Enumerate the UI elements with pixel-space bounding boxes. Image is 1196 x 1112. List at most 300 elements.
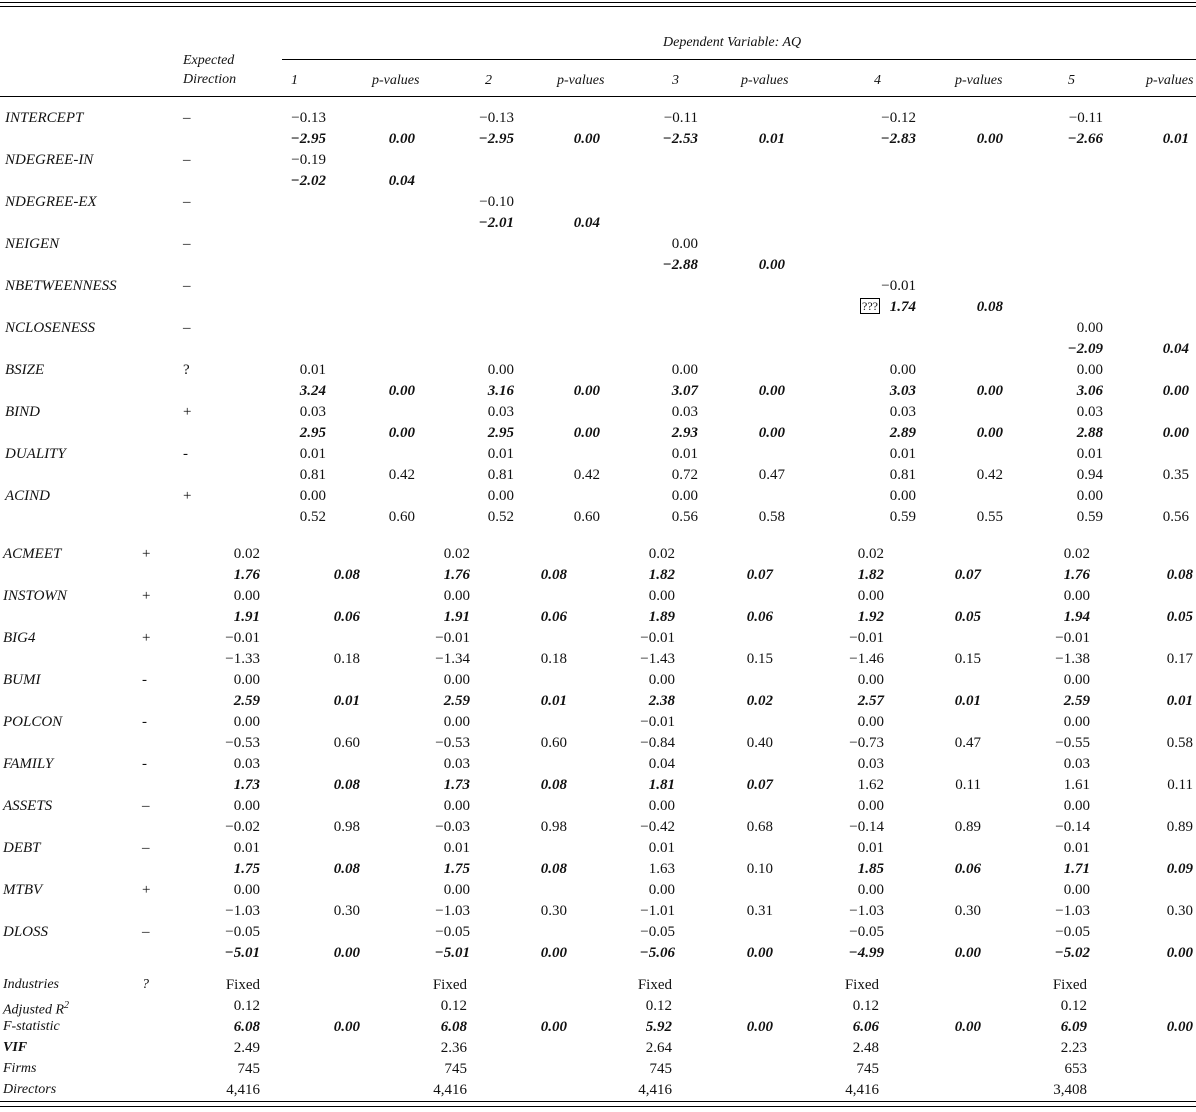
footer-5-value-m1: 4,416 [226, 1082, 260, 1098]
pvalue-duality-m1: 0.42 [388, 467, 415, 483]
expected-direction-bind: + [183, 404, 192, 420]
tstat-assets-m5: −0.14 [1055, 819, 1090, 835]
tstat-family-m4: 1.62 [857, 777, 884, 793]
coef-neigen-m3: 0.00 [671, 236, 698, 252]
expected-header-2: Direction [183, 72, 237, 87]
tstat-bumi-m1: 2.59 [233, 693, 260, 709]
tstat-debt-m5: 1.71 [1063, 861, 1090, 877]
row-label-instown: INSTOWN [3, 588, 67, 604]
model-2-header: 2 [485, 73, 492, 88]
pvalue-big4-m2: 0.18 [540, 651, 567, 667]
tstat-instown-m2: 1.91 [443, 609, 470, 625]
pvalue-intercept-m1: 0.00 [388, 131, 415, 147]
pvalue-mtbv-m2: 0.30 [540, 903, 567, 919]
row-label-acmeet: ACMEET [3, 546, 62, 562]
footer-0-value-m1: Fixed [225, 977, 260, 993]
footer-2-value-m3: 5.92 [645, 1019, 672, 1035]
top-rule-2 [0, 6, 1196, 7]
pvalue-assets-m1: 0.98 [333, 819, 360, 835]
expected-direction-instown: + [142, 588, 151, 604]
row-label-ndegree-in: NDEGREE-IN [5, 152, 94, 168]
tstat-bumi-m4: 2.57 [857, 693, 884, 709]
tstat-acmeet-m4: 1.82 [857, 567, 884, 583]
tstat-bind-m5: 2.88 [1076, 425, 1103, 441]
pvalue-family-m5: 0.11 [1167, 777, 1193, 793]
pvalue-instown-m4: 0.05 [954, 609, 981, 625]
tstat-duality-m1: 0.81 [299, 467, 326, 483]
tstat-bind-m2: 2.95 [487, 425, 514, 441]
pvalue-intercept-m3: 0.01 [758, 131, 785, 147]
coef-intercept-m4: −0.12 [881, 110, 916, 126]
tstat-mtbv-m2: −1.03 [435, 903, 470, 919]
pvalue-acmeet-m3: 0.07 [746, 567, 773, 583]
footer-2-value-m4: 6.06 [852, 1019, 879, 1035]
coef-instown-m3: 0.00 [648, 588, 675, 604]
row-label-bsize: BSIZE [5, 362, 45, 378]
pvalue-dloss-m5: 0.00 [1166, 945, 1193, 961]
expected-direction-family: - [142, 756, 147, 772]
pvalue-bumi-m2: 0.01 [540, 693, 567, 709]
pvalue-ncloseness-m5: 0.04 [1162, 341, 1189, 357]
pvalue-family-m1: 0.08 [333, 777, 360, 793]
tstat-instown-m3: 1.89 [648, 609, 675, 625]
coef-acmeet-m4: 0.02 [857, 546, 884, 562]
tstat-instown-m1: 1.91 [233, 609, 260, 625]
coef-intercept-m1: −0.13 [291, 110, 326, 126]
expected-direction-assets: – [142, 798, 150, 814]
coef-dloss-m2: −0.05 [435, 924, 470, 940]
footer-5-value-m3: 4,416 [638, 1082, 672, 1098]
row-label-mtbv: MTBV [3, 882, 43, 898]
coef-assets-m3: 0.00 [648, 798, 675, 814]
pvalues-header-3: p-values [741, 73, 789, 88]
bottom-rule-1 [0, 1101, 1196, 1102]
coef-assets-m5: 0.00 [1063, 798, 1090, 814]
tstat-acmeet-m1: 1.76 [233, 567, 260, 583]
coef-big4-m3: −0.01 [640, 630, 675, 646]
tstat-debt-m3: 1.63 [648, 861, 675, 877]
coef-bsize-m5: 0.00 [1076, 362, 1103, 378]
pvalue-dloss-m4: 0.00 [954, 945, 981, 961]
model-5-header: 5 [1068, 73, 1075, 88]
footer-label-f-statistic [3, 1018, 60, 1036]
pvalue-acind-m1: 0.60 [388, 509, 415, 525]
pvalue-bind-m4: 0.00 [976, 425, 1003, 441]
coef-acmeet-m5: 0.02 [1063, 546, 1090, 562]
footer-2-pvalue-m5: 0.00 [1166, 1019, 1193, 1035]
coef-bind-m5: 0.03 [1076, 404, 1103, 420]
pvalue-intercept-m4: 0.00 [976, 131, 1003, 147]
tstat-polcon-m4: −0.73 [849, 735, 884, 751]
tstat-bumi-m5: 2.59 [1063, 693, 1090, 709]
coef-debt-m3: 0.01 [648, 840, 675, 856]
row-label-ncloseness: NCLOSENESS [5, 320, 96, 336]
tstat-mtbv-m1: −1.03 [225, 903, 260, 919]
tstat-dloss-m3: −5.06 [639, 945, 675, 961]
row-label-duality: DUALITY [5, 446, 66, 462]
row-label-family: FAMILY [3, 756, 54, 772]
coef-bsize-m2: 0.00 [487, 362, 514, 378]
pvalue-polcon-m1: 0.60 [333, 735, 360, 751]
coef-mtbv-m3: 0.00 [648, 882, 675, 898]
tstat-ndegree-in-m1: −2.02 [290, 173, 326, 189]
expected-direction-ndegree-ex: – [183, 194, 191, 210]
footer-4-value-m4: 745 [856, 1061, 879, 1077]
coef-bind-m2: 0.03 [487, 404, 514, 420]
tstat-duality-m4: 0.81 [889, 467, 916, 483]
pvalue-bsize-m4: 0.00 [976, 383, 1003, 399]
pvalue-instown-m5: 0.05 [1166, 609, 1193, 625]
expected-header-1: Expected [183, 53, 235, 68]
coef-polcon-m4: 0.00 [857, 714, 884, 730]
coef-assets-m4: 0.00 [857, 798, 884, 814]
coef-duality-m1: 0.01 [299, 446, 326, 462]
pvalue-bumi-m4: 0.01 [954, 693, 981, 709]
coef-big4-m1: −0.01 [225, 630, 260, 646]
row-label-nbetweenness: NBETWEENNESS [5, 278, 117, 294]
row-label-assets: ASSETS [3, 798, 53, 814]
pvalue-bsize-m2: 0.00 [573, 383, 600, 399]
footer-0-value-m4: Fixed [844, 977, 879, 993]
model-4-header: 4 [874, 73, 881, 88]
pvalue-polcon-m2: 0.60 [540, 735, 567, 751]
model-3-header: 3 [672, 73, 679, 88]
coef-polcon-m5: 0.00 [1063, 714, 1090, 730]
pvalue-duality-m5: 0.35 [1162, 467, 1189, 483]
tstat-mtbv-m5: −1.03 [1055, 903, 1090, 919]
pvalue-neigen-m3: 0.00 [758, 257, 785, 273]
coef-duality-m2: 0.01 [487, 446, 514, 462]
pvalue-nbetweenness-m4: 0.08 [976, 299, 1003, 315]
footer-4-value-m1: 745 [237, 1061, 260, 1077]
pvalue-acind-m3: 0.58 [758, 509, 785, 525]
coef-ndegree-ex-m2: −0.10 [479, 194, 514, 210]
footer-3-value-m3: 2.64 [645, 1040, 672, 1056]
pvalue-assets-m5: 0.89 [1166, 819, 1193, 835]
footer-4-value-m2: 745 [444, 1061, 467, 1077]
pvalue-big4-m4: 0.15 [954, 651, 981, 667]
coef-family-m1: 0.03 [233, 756, 260, 772]
coef-dloss-m4: −0.05 [849, 924, 884, 940]
tstat-big4-m3: −1.43 [640, 651, 675, 667]
footer-label-text: Industries [3, 977, 59, 992]
tstat-acind-m1: 0.52 [299, 509, 326, 525]
pvalue-mtbv-m4: 0.30 [954, 903, 981, 919]
coef-acind-m2: 0.00 [487, 488, 514, 504]
pvalue-ndegree-ex-m2: 0.04 [573, 215, 600, 231]
row-label-neigen: NEIGEN [5, 236, 60, 252]
tstat-polcon-m1: −0.53 [225, 735, 260, 751]
pvalue-family-m4: 0.11 [955, 777, 981, 793]
footer-3-value-m4: 2.48 [852, 1040, 879, 1056]
tstat-assets-m3: −0.42 [640, 819, 675, 835]
coef-intercept-m2: −0.13 [479, 110, 514, 126]
coef-acmeet-m2: 0.02 [443, 546, 470, 562]
footer-2-value-m2: 6.08 [440, 1019, 467, 1035]
tstat-polcon-m2: −0.53 [435, 735, 470, 751]
coef-intercept-m5: −0.11 [1068, 110, 1103, 126]
pvalue-assets-m2: 0.98 [540, 819, 567, 835]
coef-ncloseness-m5: 0.00 [1076, 320, 1103, 336]
footer-1-value-m1: 0.12 [233, 998, 260, 1014]
footer-5-value-m4: 4,416 [845, 1082, 879, 1098]
tstat-big4-m1: −1.33 [225, 651, 260, 667]
footer-3-value-m5: 2.23 [1060, 1040, 1087, 1056]
tstat-bind-m3: 2.93 [671, 425, 698, 441]
pvalue-acind-m2: 0.60 [573, 509, 600, 525]
row-label-debt: DEBT [3, 840, 41, 856]
tstat-bind-m4: 2.89 [889, 425, 916, 441]
tstat-bsize-m5: 3.06 [1076, 383, 1103, 399]
tstat-nbetweenness-m4: 1.74 [889, 299, 916, 315]
tstat-bsize-m2: 3.16 [487, 383, 514, 399]
coef-bind-m1: 0.03 [299, 404, 326, 420]
coef-nbetweenness-m4: −0.01 [881, 278, 916, 294]
pvalue-bind-m3: 0.00 [758, 425, 785, 441]
tstat-family-m3: 1.81 [648, 777, 675, 793]
footer-0-value-m2: Fixed [432, 977, 467, 993]
coef-duality-m5: 0.01 [1076, 446, 1103, 462]
expected-direction-duality: - [183, 446, 188, 462]
pvalue-acind-m5: 0.56 [1162, 509, 1189, 525]
footer-label-text: Firms [3, 1061, 37, 1076]
coef-bsize-m3: 0.00 [671, 362, 698, 378]
tstat-duality-m5: 0.94 [1076, 467, 1103, 483]
pvalue-mtbv-m3: 0.31 [746, 903, 773, 919]
pvalue-dloss-m2: 0.00 [540, 945, 567, 961]
tstat-polcon-m3: −0.84 [640, 735, 675, 751]
pvalue-duality-m3: 0.47 [758, 467, 785, 483]
tstat-dloss-m1: −5.01 [224, 945, 260, 961]
footer-1-value-m2: 0.12 [440, 998, 467, 1014]
footer-2-pvalue-m4: 0.00 [954, 1019, 981, 1035]
pvalue-acmeet-m4: 0.07 [954, 567, 981, 583]
pvalues-header-2: p-values [557, 73, 605, 88]
coef-intercept-m3: −0.11 [663, 110, 698, 126]
expected-direction-neigen: – [183, 236, 191, 252]
row-label-acind: ACIND [5, 488, 50, 504]
tstat-assets-m4: −0.14 [849, 819, 884, 835]
coef-bumi-m5: 0.00 [1063, 672, 1090, 688]
coef-debt-m2: 0.01 [443, 840, 470, 856]
bottom-rule-2 [0, 1106, 1196, 1107]
tstat-ndegree-ex-m2: −2.01 [478, 215, 514, 231]
coef-polcon-m3: −0.01 [640, 714, 675, 730]
coef-mtbv-m1: 0.00 [233, 882, 260, 898]
coef-dloss-m5: −0.05 [1055, 924, 1090, 940]
tstat-bsize-m4: 3.03 [889, 383, 916, 399]
tstat-intercept-m5: −2.66 [1067, 131, 1103, 147]
tstat-duality-m2: 0.81 [487, 467, 514, 483]
coef-ndegree-in-m1: −0.19 [291, 152, 326, 168]
tstat-duality-m3: 0.72 [671, 467, 698, 483]
expected-direction-nbetweenness: – [183, 278, 191, 294]
pvalue-mtbv-m1: 0.30 [333, 903, 360, 919]
coef-acind-m5: 0.00 [1076, 488, 1103, 504]
pvalue-bind-m5: 0.00 [1162, 425, 1189, 441]
footer-3-value-m2: 2.36 [440, 1040, 467, 1056]
coef-acind-m1: 0.00 [299, 488, 326, 504]
pvalue-family-m2: 0.08 [540, 777, 567, 793]
tstat-acind-m5: 0.59 [1076, 509, 1103, 525]
pvalue-intercept-m5: 0.01 [1162, 131, 1189, 147]
tstat-mtbv-m3: −1.01 [640, 903, 675, 919]
pvalue-dloss-m3: 0.00 [746, 945, 773, 961]
pvalue-acmeet-m1: 0.08 [333, 567, 360, 583]
coef-bind-m4: 0.03 [889, 404, 916, 420]
pvalues-header-1: p-values [372, 73, 420, 88]
coef-debt-m4: 0.01 [857, 840, 884, 856]
pvalue-instown-m3: 0.06 [746, 609, 773, 625]
expected-direction-ncloseness: – [183, 320, 191, 336]
coef-bumi-m3: 0.00 [648, 672, 675, 688]
tstat-big4-m4: −1.46 [849, 651, 884, 667]
expected-direction-acmeet: + [142, 546, 151, 562]
tstat-dloss-m2: −5.01 [434, 945, 470, 961]
expected-direction-debt: – [142, 840, 150, 856]
tstat-intercept-m4: −2.83 [880, 131, 916, 147]
coef-big4-m4: −0.01 [849, 630, 884, 646]
footer-label-superscript: 2 [64, 1000, 70, 1011]
tstat-debt-m4: 1.85 [857, 861, 884, 877]
pvalue-big4-m3: 0.15 [746, 651, 773, 667]
glyph-artifact: ??? [862, 299, 878, 313]
tstat-acmeet-m2: 1.76 [443, 567, 470, 583]
coef-mtbv-m4: 0.00 [857, 882, 884, 898]
coef-bumi-m4: 0.00 [857, 672, 884, 688]
tstat-assets-m1: −0.02 [225, 819, 260, 835]
tstat-acind-m3: 0.56 [671, 509, 698, 525]
pvalue-bsize-m5: 0.00 [1162, 383, 1189, 399]
footer-label-vif [3, 1039, 27, 1057]
tstat-bind-m1: 2.95 [299, 425, 326, 441]
tstat-acmeet-m5: 1.76 [1063, 567, 1090, 583]
pvalue-acmeet-m2: 0.08 [540, 567, 567, 583]
pvalue-acind-m4: 0.55 [976, 509, 1003, 525]
coef-assets-m2: 0.00 [443, 798, 470, 814]
coef-instown-m4: 0.00 [857, 588, 884, 604]
pvalue-acmeet-m5: 0.08 [1166, 567, 1193, 583]
footer-4-value-m5: 653 [1064, 1061, 1087, 1077]
coef-family-m4: 0.03 [857, 756, 884, 772]
pvalue-family-m3: 0.07 [746, 777, 773, 793]
coef-acind-m3: 0.00 [671, 488, 698, 504]
tstat-dloss-m5: −5.02 [1054, 945, 1090, 961]
expected-direction-ndegree-in: – [183, 152, 191, 168]
footer-2-pvalue-m1: 0.00 [333, 1019, 360, 1035]
coef-assets-m1: 0.00 [233, 798, 260, 814]
pvalue-ndegree-in-m1: 0.04 [388, 173, 415, 189]
pvalues-header-4: p-values [955, 73, 1003, 88]
model-1-header: 1 [291, 73, 298, 88]
coef-duality-m4: 0.01 [889, 446, 916, 462]
row-label-polcon: POLCON [3, 714, 63, 730]
pvalue-intercept-m2: 0.00 [573, 131, 600, 147]
pvalue-bumi-m1: 0.01 [333, 693, 360, 709]
footer-direction-0: ? [142, 977, 149, 992]
expected-direction-big4: + [142, 630, 151, 646]
tstat-intercept-m3: −2.53 [662, 131, 698, 147]
coef-polcon-m1: 0.00 [233, 714, 260, 730]
tstat-bsize-m1: 3.24 [299, 383, 326, 399]
pvalue-polcon-m5: 0.58 [1166, 735, 1193, 751]
footer-2-pvalue-m3: 0.00 [746, 1019, 773, 1035]
tstat-intercept-m2: −2.95 [478, 131, 514, 147]
tstat-instown-m4: 1.92 [857, 609, 884, 625]
footer-label-text: VIF [3, 1040, 28, 1055]
pvalue-big4-m1: 0.18 [333, 651, 360, 667]
row-label-ndegree-ex: NDEGREE-EX [5, 194, 97, 210]
tstat-bsize-m3: 3.07 [671, 383, 698, 399]
pvalue-dloss-m1: 0.00 [333, 945, 360, 961]
coef-dloss-m1: −0.05 [225, 924, 260, 940]
pvalue-instown-m1: 0.06 [333, 609, 360, 625]
pvalue-assets-m4: 0.89 [954, 819, 981, 835]
tstat-family-m2: 1.73 [443, 777, 470, 793]
tstat-ncloseness-m5: −2.09 [1067, 341, 1103, 357]
footer-0-value-m5: Fixed [1052, 977, 1087, 993]
coef-big4-m2: −0.01 [435, 630, 470, 646]
tstat-acind-m4: 0.59 [889, 509, 916, 525]
footer-label-adjusted-r [3, 997, 69, 1020]
footer-1-value-m3: 0.12 [645, 998, 672, 1014]
footer-3-value-m1: 2.49 [233, 1040, 260, 1056]
coef-family-m2: 0.03 [443, 756, 470, 772]
row-label-bumi: BUMI [3, 672, 41, 688]
coef-dloss-m3: −0.05 [640, 924, 675, 940]
pvalue-debt-m3: 0.10 [746, 861, 773, 877]
tstat-bumi-m3: 2.38 [648, 693, 675, 709]
footer-2-value-m5: 6.09 [1060, 1019, 1087, 1035]
footer-2-value-m1: 6.08 [233, 1019, 260, 1035]
footer-label-text: Adjusted R [3, 1002, 65, 1018]
pvalue-bumi-m5: 0.01 [1166, 693, 1193, 709]
pvalue-bind-m1: 0.00 [388, 425, 415, 441]
footer-5-value-m5: 3,408 [1053, 1082, 1087, 1098]
coef-instown-m2: 0.00 [443, 588, 470, 604]
pvalue-debt-m1: 0.08 [333, 861, 360, 877]
expected-direction-polcon: - [142, 714, 147, 730]
expected-direction-bsize: ? [183, 362, 190, 378]
footer-0-value-m3: Fixed [637, 977, 672, 993]
footer-label-text: F-statistic [3, 1019, 60, 1034]
tstat-big4-m2: −1.34 [435, 651, 470, 667]
tstat-acmeet-m3: 1.82 [648, 567, 675, 583]
expected-direction-mtbv: + [142, 882, 151, 898]
footer-5-value-m2: 4,416 [433, 1082, 467, 1098]
tstat-neigen-m3: −2.88 [662, 257, 698, 273]
expected-direction-intercept: – [183, 110, 191, 126]
footer-label-industries [3, 976, 59, 994]
row-label-intercept: INTERCEPT [5, 110, 84, 126]
row-label-big4: BIG4 [3, 630, 36, 646]
pvalue-duality-m2: 0.42 [573, 467, 600, 483]
tstat-mtbv-m4: −1.03 [849, 903, 884, 919]
coef-acmeet-m1: 0.02 [233, 546, 260, 562]
footer-label-firms [3, 1060, 36, 1078]
footer-label-directors [3, 1081, 56, 1099]
coef-bsize-m4: 0.00 [889, 362, 916, 378]
pvalue-debt-m2: 0.08 [540, 861, 567, 877]
pvalues-header-5: p-values [1146, 73, 1194, 88]
tstat-debt-m2: 1.75 [443, 861, 470, 877]
coef-debt-m1: 0.01 [233, 840, 260, 856]
footer-1-value-m4: 0.12 [852, 998, 879, 1014]
pvalue-big4-m5: 0.17 [1166, 651, 1193, 667]
coef-family-m3: 0.04 [648, 756, 675, 772]
tstat-family-m1: 1.73 [233, 777, 260, 793]
pvalue-duality-m4: 0.42 [976, 467, 1003, 483]
